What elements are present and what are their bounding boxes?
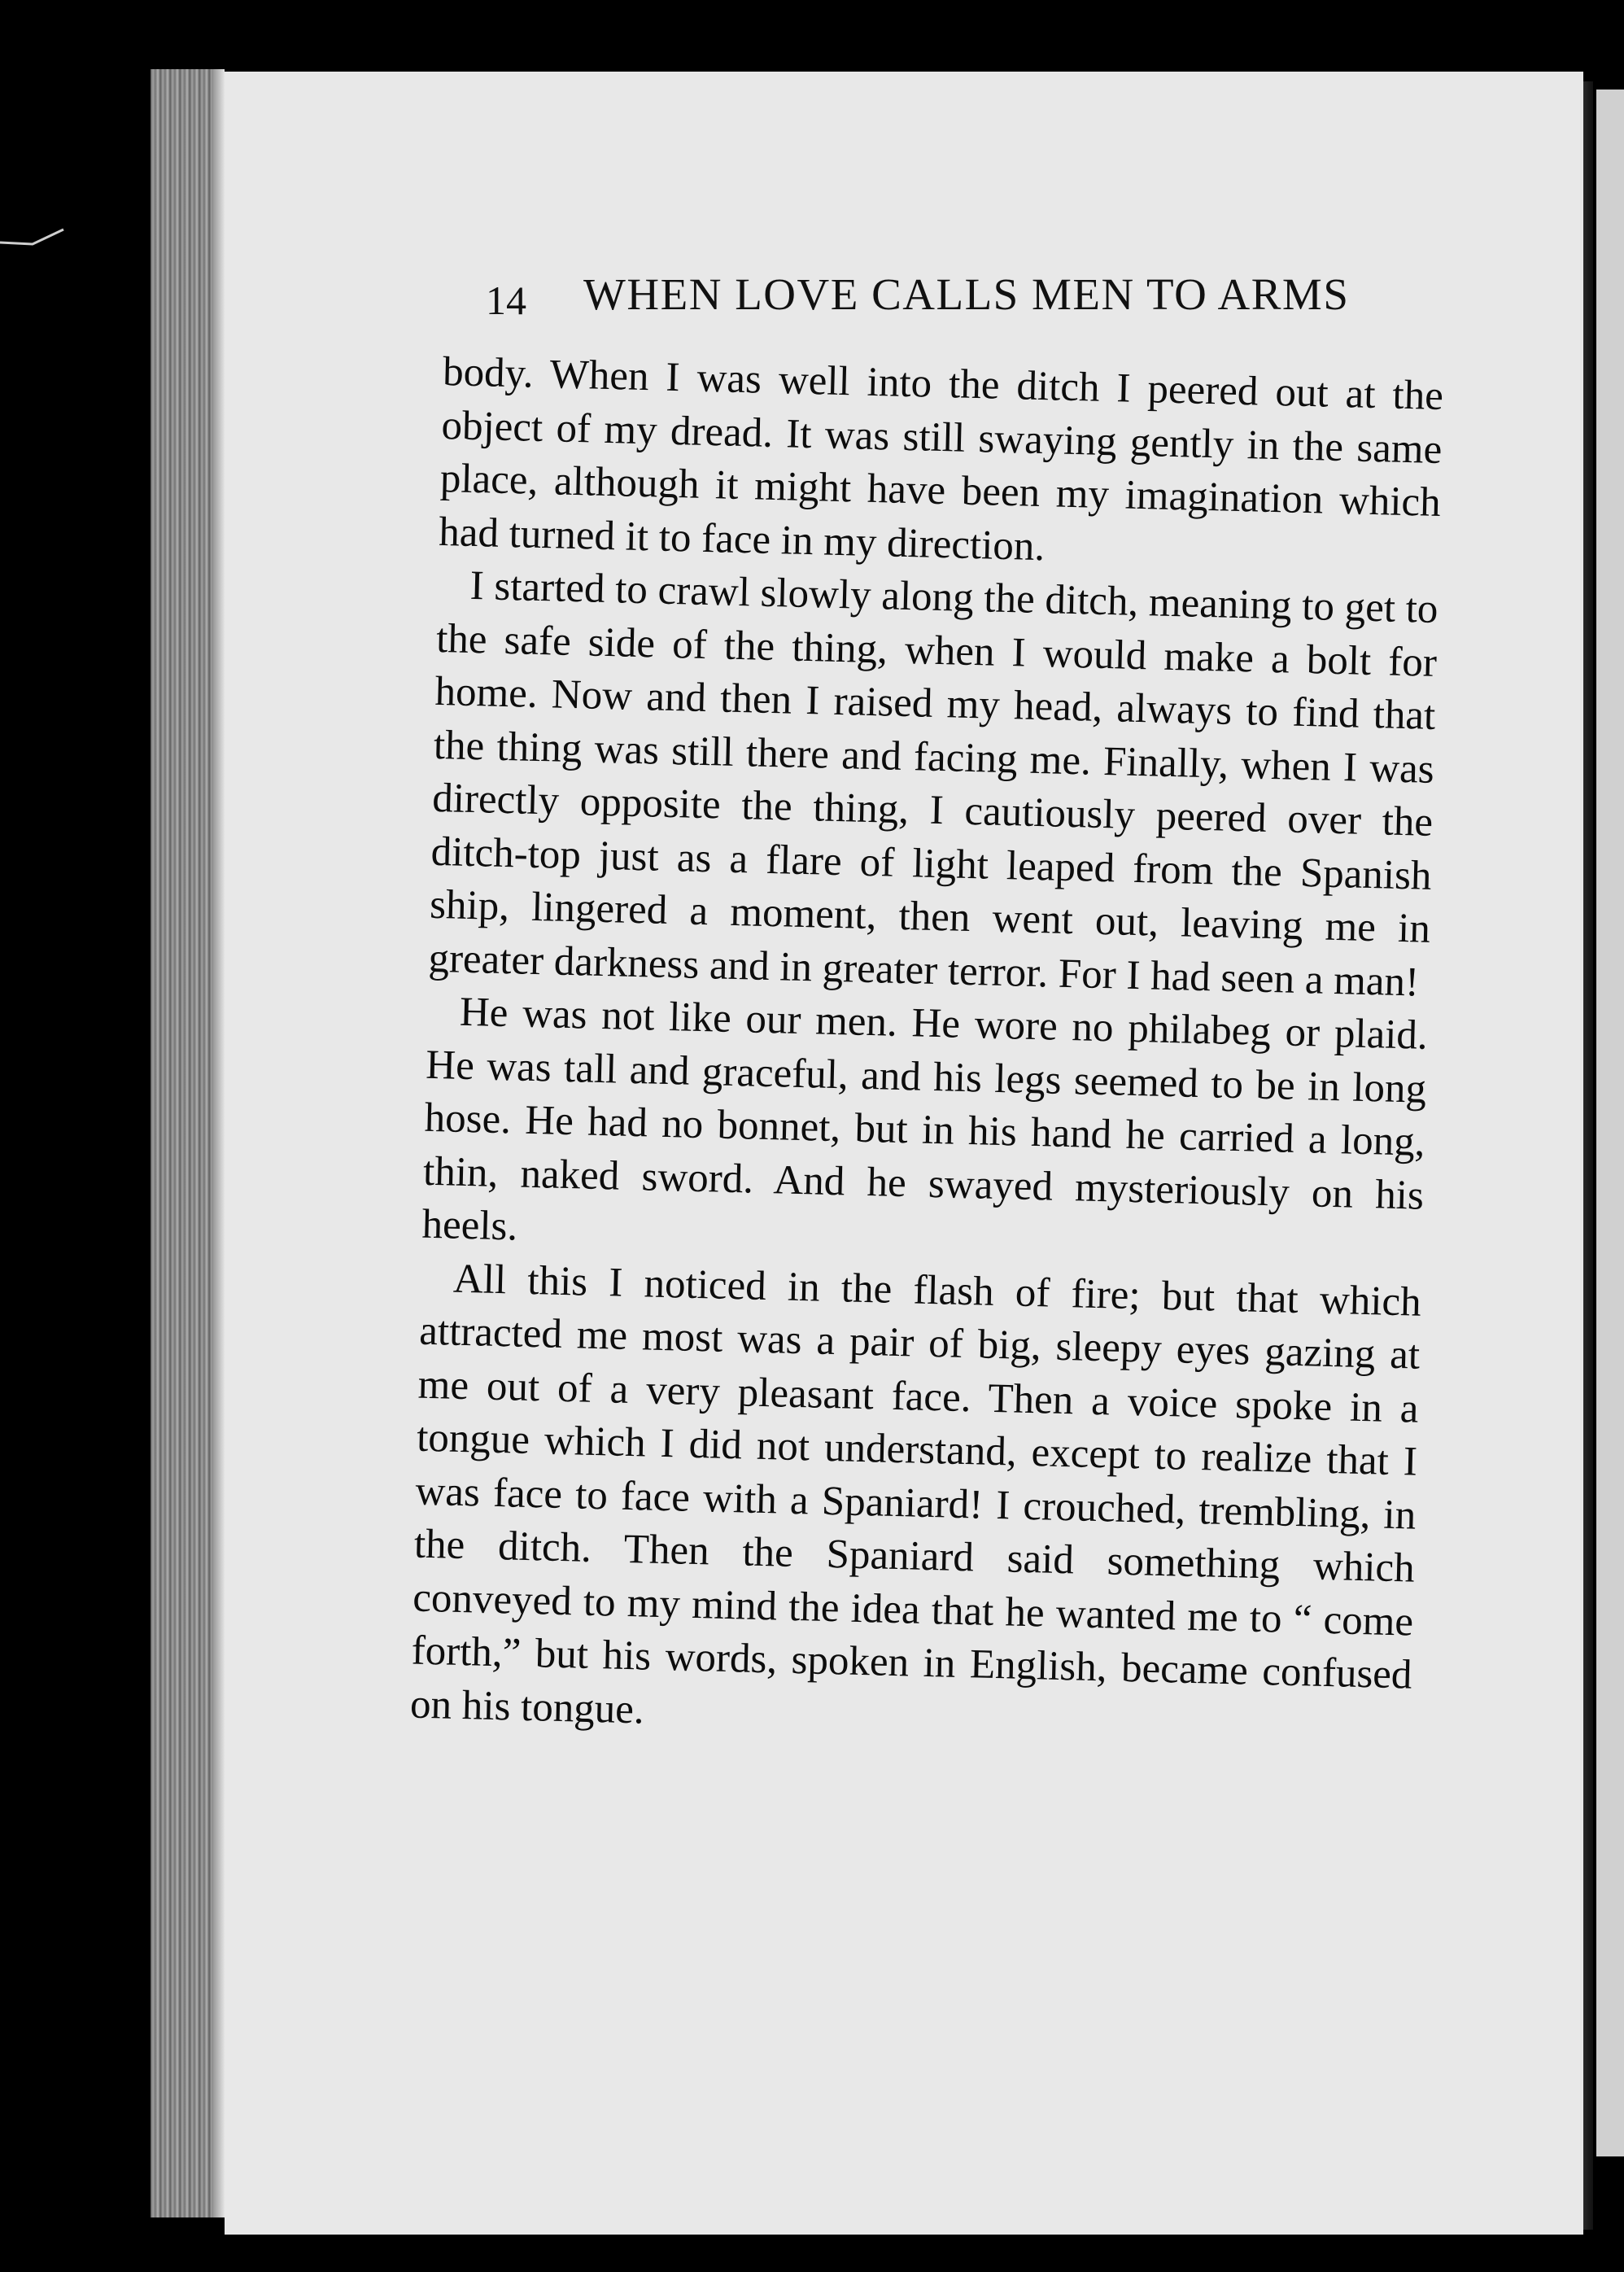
page-edge-right	[1583, 81, 1593, 2230]
scan-mark	[0, 228, 65, 252]
body-text	[409, 346, 1443, 1756]
paragraph: body. When I was well into the ditch I peered out at the object of my dread. It was still swaying gently in the same place, although it might have been my imagination which had turned it to face in my direction.	[438, 348, 1444, 570]
paragraph: I started to crawl slowly along the ditch, meaning to get to the safe side of the thing, when I would make a bolt for home. Now and then I raised my head, always to find that the thing was still there and facing me. Finally, when I was directly opposite the thing, I cautiously peered over the ditch-top just as a flare of light leaped from the Spanish ship, lingered a moment, then went out, leaving me in greater darkness and in greater terror. For I had seen a man!	[427, 562, 1439, 1006]
adjacent-page-strip	[1596, 90, 1624, 2156]
paragraph: All this I noticed in the flash of fire; but that which attracted me most was a pair of big, sleepy eyes gazing at me out of a very pleasant face. Then a voice spoke in a tongue which I did not understand, except to realize that I was face to face with a Spaniard! I crouched, trembling, in the ditch. Then the Spaniard said something which conveyed to my mind the idea that he wanted me to “ come forth,” but his words, spoken in English, became confused on his tongue.	[409, 1256, 1422, 1733]
paragraph: He was not like our men. He wore no philabeg or plaid. He was tall and graceful, and his legs seemed to be in long hose. He had no bonnet, but in his hand he carried a long, thin, naked sword. And he swayed mysteriously on his heels.	[421, 989, 1429, 1250]
running-head	[486, 269, 1438, 334]
page-number: 14	[486, 277, 526, 323]
page-edges-left	[151, 69, 216, 2217]
running-title: WHEN LOVE CALLS MEN TO ARMS	[583, 269, 1350, 319]
gutter-shadow	[213, 69, 225, 2217]
